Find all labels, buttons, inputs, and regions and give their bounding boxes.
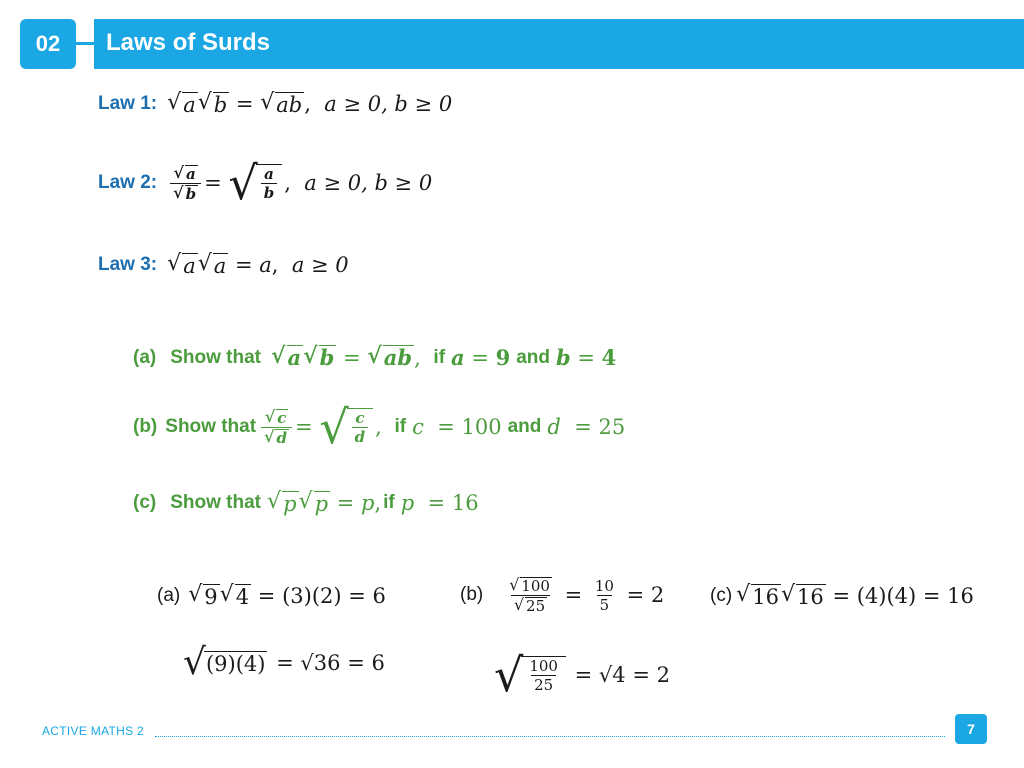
law-2: Law 2: √ a √ b = √ $\frac{a}{b}$ , a ≥ 0, b ≥ 0 xyxy=(98,156,433,210)
badge-connector xyxy=(76,42,94,45)
exercise-b-value-d: 25 xyxy=(598,415,626,439)
solution-b-line-1-result: = 2 xyxy=(626,583,665,608)
exercise-b-and: and xyxy=(507,416,542,437)
solution-a-line-2: √ (9)(4) = √36 = 6 xyxy=(183,642,385,683)
exercise-b-value-c: 100 xyxy=(461,415,502,439)
page-title: Laws of Surds xyxy=(106,29,271,56)
solution-b-label: (b) xyxy=(460,584,484,606)
exercise-a-and: and xyxy=(516,346,550,368)
solution-a-line-2-result: = √36 = 6 xyxy=(276,651,385,675)
exercise-c: (c) Show that √ p √ p = p , if p = 16 xyxy=(133,489,479,516)
exercise-a-label: (a) xyxy=(133,346,157,368)
solution-a-line-1: (a) √ 9 √ 4 = (3)(2) = 6 xyxy=(157,582,386,609)
title-bar xyxy=(94,19,1024,69)
section-number-badge: 02 xyxy=(20,19,76,69)
exercise-c-show-that: Show that xyxy=(170,492,262,514)
solution-c-line-1: (c) √ 16 √ 16 = (4)(4) = 16 xyxy=(710,582,974,609)
exercise-b: (b) Show that √ c √ d = √ $\frac{c}{d}$ , if c = 100 and d = 25 xyxy=(133,400,626,454)
law-1-condition: a ≥ 0, b ≥ 0 xyxy=(324,92,453,117)
law-1-label: Law 1: xyxy=(98,93,158,115)
solution-b-line-2: √ $\frac{100}{25}$ = √4 = 2 xyxy=(494,648,670,702)
law-2-label: Law 2: xyxy=(98,172,158,193)
law-3-label: Law 3: xyxy=(98,254,158,276)
page-number-badge: 7 xyxy=(955,714,987,744)
solution-c-line-1-result: = (4)(4) = 16 xyxy=(832,584,974,609)
law-3: Law 3: √ a √ a = a , a ≥ 0 xyxy=(98,251,349,278)
exercise-c-label: (c) xyxy=(133,492,157,514)
exercise-c-if: if xyxy=(383,492,395,514)
law-2-condition: a ≥ 0, b ≥ 0 xyxy=(304,171,433,195)
solution-b-line-1: (b) √ 100 √ 25 = $\frac{10}{5}$ = 2 xyxy=(460,575,665,615)
solution-a-line-1-result: = (3)(2) = 6 xyxy=(257,584,386,609)
exercise-a-value-a: 9 xyxy=(495,345,511,370)
exercise-a-show-that: Show that xyxy=(170,346,262,368)
solution-c-label: (c) xyxy=(710,585,733,607)
footer-divider xyxy=(155,736,945,737)
exercise-b-show-that: Show that xyxy=(165,416,257,437)
law-1: Law 1: √ a √ b = √ ab , a ≥ 0, b ≥ 0 xyxy=(98,90,453,117)
exercise-a: (a) Show that √ a √ b = √ ab , if a = 9 and b = 4 xyxy=(133,343,617,371)
exercise-b-label: (b) xyxy=(133,416,158,437)
exercise-b-if: if xyxy=(394,416,407,437)
solution-a-label: (a) xyxy=(157,585,181,607)
exercise-c-value-p: 16 xyxy=(451,491,479,516)
solution-b-line-2-result: = √4 = 2 xyxy=(574,663,670,687)
exercise-a-value-b: 4 xyxy=(601,345,617,370)
law-3-condition: a ≥ 0 xyxy=(291,253,349,278)
exercise-a-if: if xyxy=(433,346,446,368)
footer-book-title: ACTIVE MATHS 2 xyxy=(42,724,144,738)
